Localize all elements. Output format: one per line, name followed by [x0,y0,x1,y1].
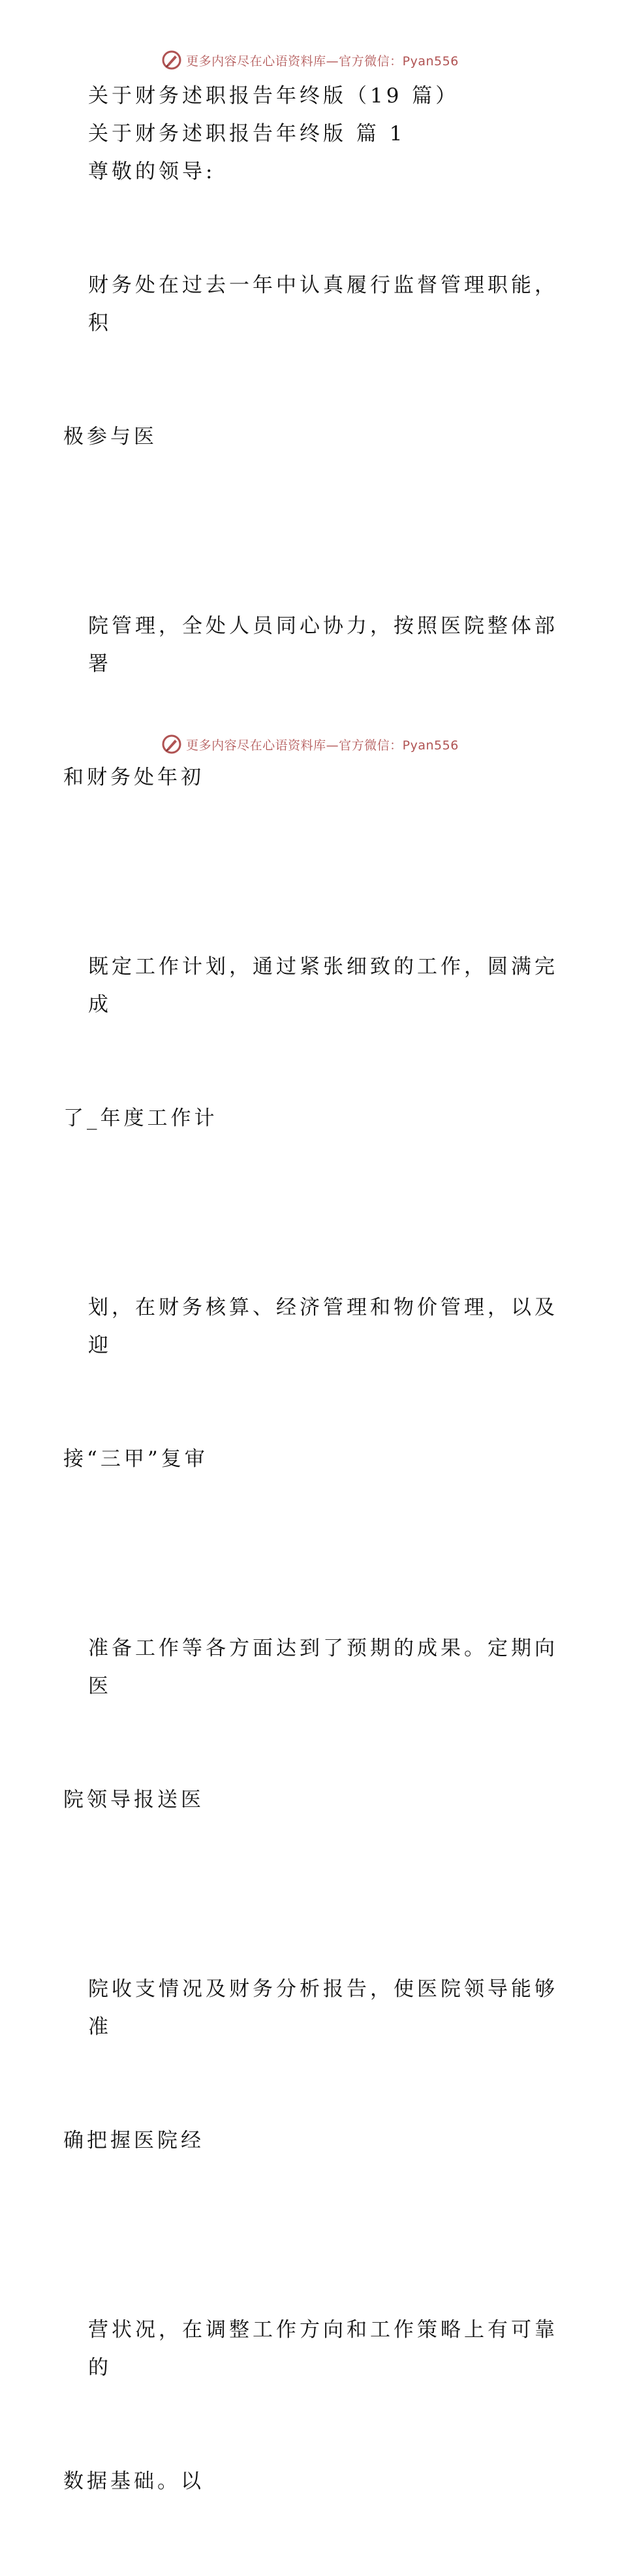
paragraph-line: 营状况，在调整工作方向和工作策略上有可靠的 [88,2318,558,2380]
footer-watermark [0,731,620,757]
watermark-wechat: 官方微信：Pyan556 [339,738,459,753]
paragraph-line: 准备工作等各方面达到了预期的成果。定期向医 [88,1637,558,1698]
paragraph-line: 既定工作计划，通过紧张细致的工作，圆满完成 [88,955,558,1016]
paragraph [63,2235,559,2576]
watermark-site-name: 更多内容尽在心语资料库 [186,54,326,69]
paragraph-line: 院管理，全处人员同心协力，按照医院整体部署 [88,614,558,676]
paragraph-line: 划，在财务核算、经济管理和物价管理，以及迎 [88,1296,558,1357]
header-watermark [0,47,620,73]
paragraph [63,1213,559,1554]
paragraph-line: 院收支情况及财务分析报告，使医院领导能够准 [88,1977,558,2039]
document-title: 关于财务述职报告年终版（19 篇） [88,84,459,108]
paragraph [63,191,559,531]
paragraph-line: 极参与医 [63,425,157,448]
paragraph-line: 接“三甲”复审 [63,1447,208,1471]
paragraph-line: 了_年度工作计 [63,1107,218,1130]
paragraph-line: 财务处在过去一年中认真履行监督管理职能，积 [88,274,558,335]
paragraph-line: 和财务处年初 [63,766,204,789]
paragraph [63,1554,559,1894]
watermark-separator: — [326,738,339,753]
section-title: 关于财务述职报告年终版 篇 1 [88,122,406,146]
paragraph-line: 数据基础。以 [63,2470,204,2493]
watermark-site-name: 更多内容尽在心语资料库 [186,738,326,753]
paragraph [63,1894,559,2235]
watermark-separator: — [326,54,339,69]
paragraph [63,531,559,872]
document-body [63,77,559,2576]
paragraph-line: 确把握医院经 [63,2129,204,2152]
watermark-wechat: 官方微信：Pyan556 [339,54,459,69]
paragraph [63,872,559,1213]
paragraph-line: 院领导报送医 [63,1788,204,1812]
pen-circle-logo-icon [161,50,182,71]
pen-circle-logo-icon [161,734,182,755]
salutation: 尊敬的领导: [88,160,216,183]
